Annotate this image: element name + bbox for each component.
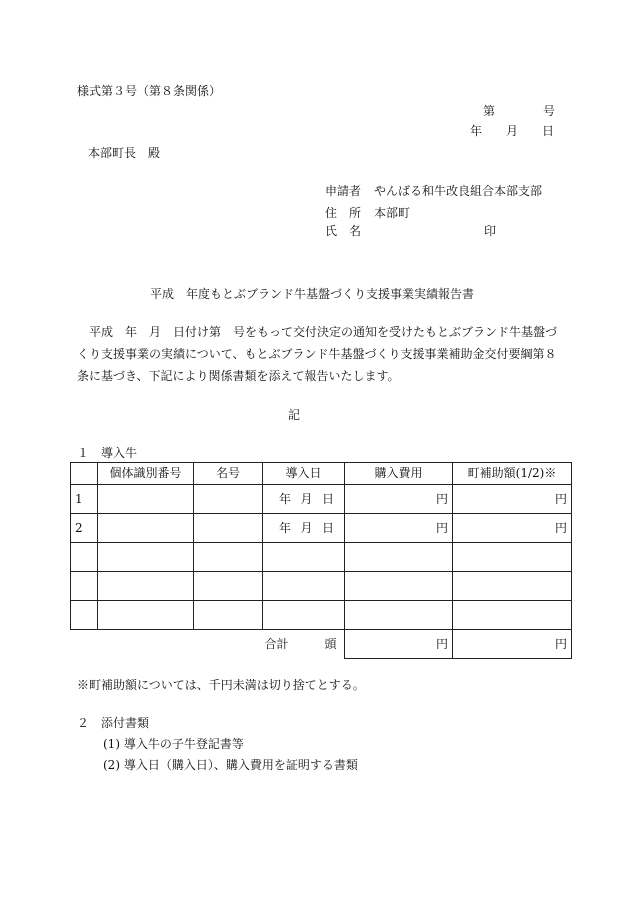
section2-heading: ２ 添付書類 (77, 716, 150, 730)
subsidy-cell (453, 601, 572, 630)
total-row (71, 630, 572, 659)
date-cell (263, 543, 345, 572)
section1-heading: １ 導入牛 (77, 446, 138, 460)
total-cost-cell: 円 (345, 630, 453, 659)
year-label: 年 (279, 491, 292, 506)
cattle-name-cell (194, 601, 263, 630)
subsidy-cell (453, 572, 572, 601)
name-label: 氏 名 (325, 224, 362, 238)
date-cell (263, 601, 345, 630)
empty-cell (98, 630, 194, 659)
empty-cell (194, 630, 263, 659)
cattle-name-cell (194, 514, 263, 543)
date-cell (263, 485, 345, 514)
address-value: 本部町 (374, 206, 411, 220)
id-number-cell (98, 514, 194, 543)
attachment-item: (2) 導入日（購入日）、購入費用を証明する書類 (103, 758, 358, 772)
row-number: 1 (71, 485, 98, 514)
attachment-item: (1) 導入牛の子牛登記書等 (103, 737, 244, 751)
cattle-name-cell (194, 572, 263, 601)
month-label: 月 (300, 491, 313, 506)
cattle-name-cell (194, 543, 263, 572)
empty-cell (71, 630, 98, 659)
seal-mark: 印 (484, 224, 497, 238)
id-number-cell (98, 601, 194, 630)
row-number (71, 572, 98, 601)
row-number (71, 543, 98, 572)
form-number: 様式第３号（第８条関係） (77, 84, 222, 98)
id-number-cell (98, 485, 194, 514)
column-header: 町補助額(1/2)※ (453, 463, 572, 485)
table-note: ※町補助額については、千円未満は切り捨てとする。 (77, 678, 365, 692)
total-subsidy-cell: 円 (453, 630, 572, 659)
column-header: 購入費用 (345, 463, 453, 485)
id-number-cell (98, 543, 194, 572)
ki-heading: 記 (288, 408, 301, 422)
cattle-name-cell (194, 485, 263, 514)
addressee: 本部町長 殿 (88, 146, 161, 160)
column-header: 個体識別番号 (98, 463, 194, 485)
column-header: 名号 (194, 463, 263, 485)
table-row (71, 543, 572, 572)
day-label: 日 (321, 520, 334, 535)
cattle-table (70, 462, 572, 659)
body-text: 平成 年 月 日付け第 号をもって交付決定の通知を受けたもとぶブランド牛基盤づくり支援事業の実績について、もとぶブランド牛基盤づくり支援事業補助金交付要綱第８条に基づき、下記により関係書類を添えて報告いたします。 (77, 325, 558, 383)
table-row (71, 572, 572, 601)
column-header: 導入日 (263, 463, 345, 485)
document-title: 平成 年度もとぶブランド牛基盤づくり支援事業実績報告書 (150, 287, 475, 301)
cost-cell: 円 (345, 514, 453, 543)
subsidy-cell: 円 (453, 485, 572, 514)
applicant-value: やんばる和牛改良組合本部支部 (374, 184, 543, 198)
month-label: 月 (300, 520, 313, 535)
cost-cell (345, 601, 453, 630)
cost-cell (345, 572, 453, 601)
table-row (71, 485, 572, 514)
cost-cell: 円 (345, 485, 453, 514)
total-label: 合計 頭 (263, 630, 345, 659)
row-number: 2 (71, 514, 98, 543)
applicant-label: 申請者 (325, 184, 362, 198)
date-cell (263, 514, 345, 543)
subsidy-cell: 円 (453, 514, 572, 543)
address-label: 住 所 (325, 206, 362, 220)
day-label: 日 (321, 491, 334, 506)
id-number-cell (98, 572, 194, 601)
date-cell (263, 572, 345, 601)
row-number (71, 601, 98, 630)
year-label: 年 (279, 520, 292, 535)
table-header-row (71, 463, 572, 485)
table-row (71, 601, 572, 630)
subsidy-cell (453, 543, 572, 572)
document-date: 年 月 日 (470, 124, 555, 138)
table-row (71, 514, 572, 543)
column-header (71, 463, 98, 485)
cost-cell (345, 543, 453, 572)
document-number: 第 号 (483, 104, 556, 118)
